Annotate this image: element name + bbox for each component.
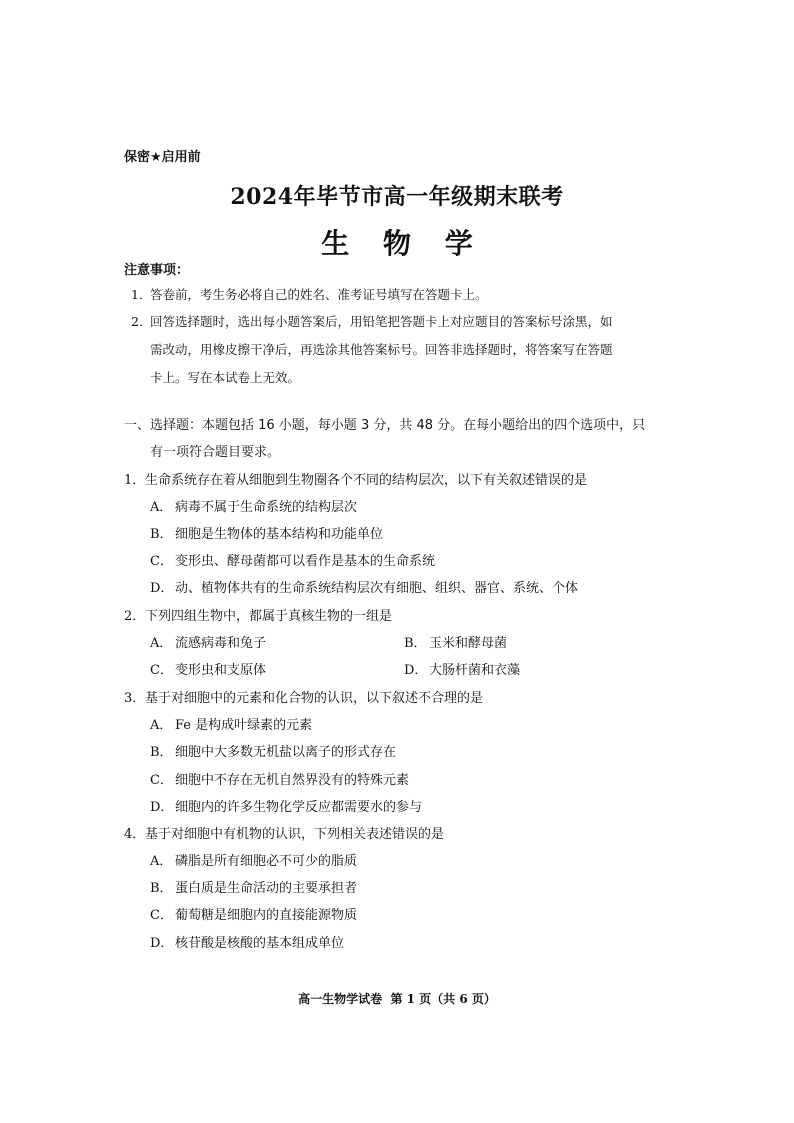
question-4-option-a-label: A． [150,854,173,869]
question-2-option-d-label: D． [404,663,428,678]
question-3-option-d-text: 细胞内的许多生物化学反应都需要水的参与 [175,800,423,815]
question-2-stem: 下列四组生物中，都属于真核生物的一组是 [145,609,393,624]
question-3-option-a-text: Fe 是构成叶绿素的元素 [175,718,313,733]
question-4-option-c-label: C． [150,908,173,923]
page-footer [0,990,794,1007]
question-1-option-d-label: D． [150,581,174,596]
question-4-option-b-label: B． [150,881,173,896]
question-4-option-b-text: 蛋白质是生命活动的主要承担者 [175,881,358,896]
confidential-label: 保密★启用前 [124,150,201,165]
question-2-option-b-label: B． [404,636,427,651]
question-2-option-b-text: 玉米和酵母菌 [429,636,508,651]
exam-title: 2024年毕节市高一年级期末联考 [230,184,564,210]
question-3-option-d-label: D． [150,800,174,815]
section-heading-line-2: 有一项符合题目要求。 [150,445,281,460]
question-4-stem: 基于对细胞中有机物的认识，下列相关表述错误的是 [145,827,445,842]
question-1-option-c-label: C． [150,554,173,569]
question-3-number: 3． [124,691,146,706]
question-1-option-b-text: 细胞是生物体的基本结构和功能单位 [175,527,384,542]
notice-item-2-number: 2. [131,314,143,329]
question-3-option-c-label: C． [150,773,173,788]
question-4-number: 4． [124,827,146,842]
question-2-number: 2． [124,609,146,624]
question-2-option-a-text: 流感病毒和兔子 [175,636,267,651]
question-4-option-a-text: 磷脂是所有细胞必不可少的脂质 [175,854,358,869]
question-2-option-c-text: 变形虫和支原体 [175,663,267,678]
question-1-option-b-label: B． [150,527,173,542]
question-1-option-c-text: 变形虫、酵母菌都可以看作是基本的生命系统 [175,554,436,569]
question-3-option-b-label: B． [150,745,173,760]
section-heading-line-1: 一、选择题：本题包括 16 小题，每小题 3 分，共 48 分。在每小题给出的四个选项中，只 [124,418,646,433]
question-4-option-d-text: 核苷酸是核酸的基本组成单位 [175,936,345,951]
question-3-option-a-label: A． [150,718,173,733]
footer-subject: 高一生物学试卷 [298,992,383,1006]
question-1-number: 1． [124,473,146,488]
notice-item-1-text: 答卷前，考生务必将自己的姓名、准考证号填写在答题卡上。 [150,287,488,302]
question-4-option-d-label: D． [150,936,174,951]
notice-item-2-line-1: 回答选择题时，选出每小题答案后，用铅笔把答题卡上对应题目的答案标号涂黑，如 [150,314,613,329]
notice-item-2-line-2: 需改动，用橡皮擦干净后，再选涂其他答案标号。回答非选择题时，将答案写在答题 [150,342,613,357]
question-1-option-a-label: A． [150,500,173,515]
question-4-option-c-text: 葡萄糖是细胞内的直接能源物质 [175,908,358,923]
question-2-option-a-label: A． [150,636,173,651]
question-3-stem: 基于对细胞中的元素和化合物的认识，以下叙述不合理的是 [145,691,484,706]
notice-item-2-line-3: 卡上。写在本试卷上无效。 [150,370,301,385]
question-1-option-d-text: 动、植物体共有的生命系统结构层次有细胞、组织、器官、系统、个体 [175,581,579,596]
question-1-option-a-text: 病毒不属于生命系统的结构层次 [175,500,358,515]
question-2-option-c-label: C． [150,663,173,678]
footer-page-number: 第 1 页（共 6 页） [390,992,496,1006]
question-1-stem: 生命系统存在着从细胞到生物圈各个不同的结构层次，以下有关叙述错误的是 [145,473,588,488]
notice-item-1-number: 1. [131,287,143,302]
subject-title: 生 物 学 [321,227,485,260]
notice-heading: 注意事项： [124,263,190,278]
question-3-option-c-text: 细胞中不存在无机自然界没有的特殊元素 [175,773,410,788]
question-3-option-b-text: 细胞中大多数无机盐以离子的形式存在 [175,745,397,760]
question-2-option-d-text: 大肠杆菌和衣藻 [429,663,521,678]
